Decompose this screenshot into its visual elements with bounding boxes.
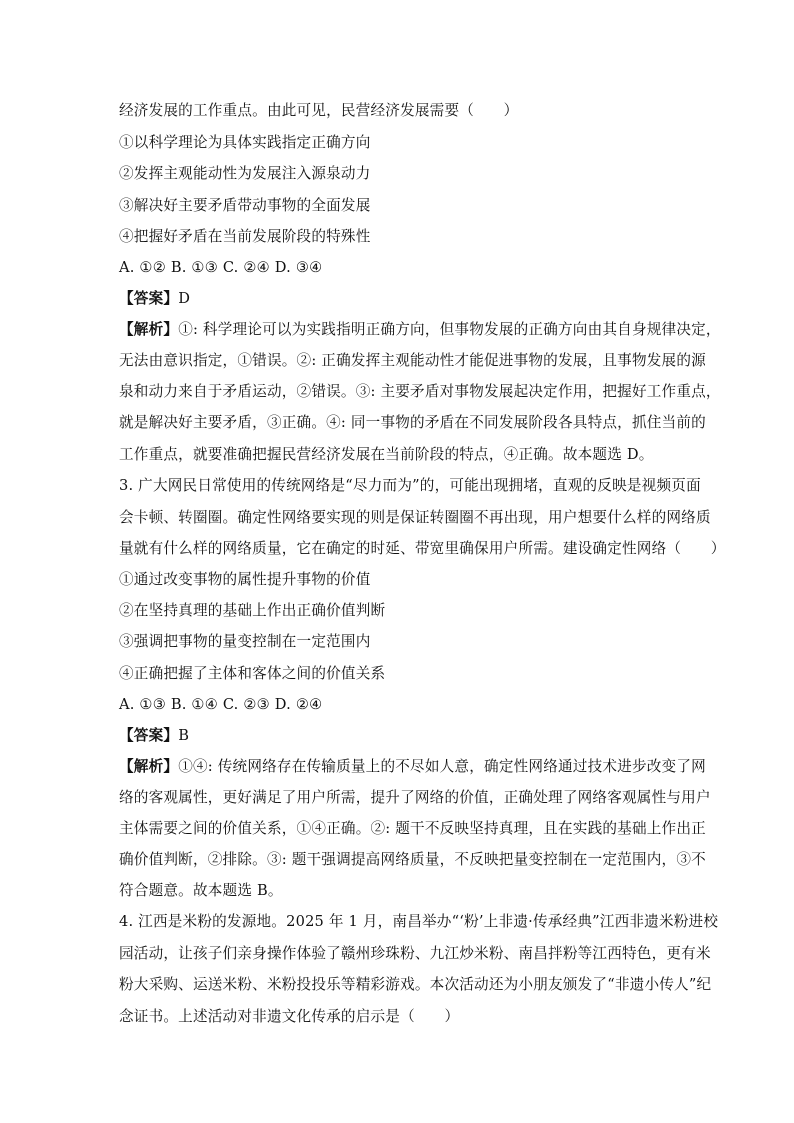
line-text: 泉和动力来自于矛盾运动，②错误。③: 主要矛盾对事物发展起决定作用，把握好工作重点，: [119, 383, 721, 400]
text-line-q3-analysis-3: [119, 820, 706, 838]
text-line-q4-stem-4: [119, 1008, 679, 1026]
text-line-q2-analysis-1: [119, 321, 721, 339]
section-tag: 【答案】: [119, 290, 179, 307]
line-text: ④正确把握了主体和客体之间的价值关系: [119, 665, 386, 682]
text-line-q2-choices: [119, 259, 679, 277]
line-text: ③强调把事物的量变控制在一定范围内: [119, 633, 371, 650]
text-line-q4-stem-1: [119, 913, 719, 931]
line-text: A. ①③ B. ①④ C. ②③ D. ②④: [119, 696, 323, 713]
text-line-q2-opt2: [119, 165, 679, 183]
text-line-q2-answer: [119, 290, 679, 308]
line-text: ②发挥主观能动性为发展注入源泉动力: [119, 165, 371, 182]
text-line-q2-opt1: [119, 134, 679, 152]
line-text: D: [178, 290, 191, 307]
line-text: 经济发展的工作重点。由此可见，民营经济发展需要（ ）: [119, 102, 519, 119]
text-line-q3-choices: [119, 696, 679, 714]
text-line-q3-analysis-4: [119, 851, 706, 869]
line-text: ③解决好主要矛盾带动事物的全面发展: [119, 197, 371, 214]
text-line-q2-stem-cont: [119, 102, 679, 120]
text-line-q4-stem-3: [119, 976, 712, 994]
text-line-q3-stem-2: [119, 509, 711, 527]
text-line-q3-stem-3: [119, 540, 726, 558]
line-text: ①以科学理论为具体实践指定正确方向: [119, 134, 371, 151]
section-tag: 【解析】: [119, 321, 179, 338]
text-line-q2-analysis-4: [119, 414, 706, 432]
text-line-q2-opt4: [119, 228, 679, 246]
text-line-q3-opt4: [119, 665, 679, 683]
line-text: 园活动，让孩子们亲身操作体验了赣州珍珠粉、九江炒米粉、南昌拌粉等江西特色，更有米: [119, 945, 711, 962]
line-text: 念证书。上述活动对非遗文化传承的启示是（ ）: [119, 1008, 460, 1025]
line-text: 量就有什么样的网络质量，它在确定的时延、带宽里确保用户所需。建设确定性网络（ ）: [119, 540, 726, 557]
text-line-q3-answer: [119, 727, 679, 745]
line-text: B: [178, 727, 190, 744]
line-text: A. ①② B. ①③ C. ②④ D. ③④: [119, 259, 323, 276]
text-line-q3-opt3: [119, 633, 679, 651]
line-text: 3. 广大网民日常使用的传统网络是“尽力而为”的，可能出现拥堵，直观的反映是视频页面: [119, 477, 701, 494]
text-line-q2-analysis-5: [119, 446, 679, 464]
line-text: 粉大采购、运送米粉、米粉投投乐等精彩游戏。本次活动还为小朋友颁发了“非遗小传人”纪: [119, 976, 712, 993]
line-text: ①④: 传统网络存在传输质量上的不尽如人意，确定性网络通过技术进步改变了网: [178, 758, 706, 775]
text-line-q3-opt2: [119, 602, 679, 620]
text-line-q4-stem-2: [119, 945, 711, 963]
text-line-q3-analysis-2: [119, 789, 711, 807]
line-text: ①通过改变事物的属性提升事物的价值: [119, 571, 371, 588]
section-tag: 【解析】: [119, 758, 179, 775]
line-text: 4. 江西是米粉的发源地。2025 年 1 月，南昌举办“‘粉’上非遗·传承经典”江西非遗米粉进校: [119, 913, 719, 930]
text-line-q3-analysis-5: [119, 882, 679, 900]
line-text: ②在坚持真理的基础上作出正确价值判断: [119, 602, 386, 619]
text-line-q3-opt1: [119, 571, 679, 589]
line-text: 就是解决好主要矛盾，③正确。④: 同一事物的矛盾在不同发展阶段各具特点，抓住当前的: [119, 414, 706, 431]
line-text: 无法由意识指定，①错误。②: 正确发挥主观能动性才能促进事物的发展，且事物发展的源: [119, 352, 706, 369]
text-line-q2-analysis-2: [119, 352, 706, 370]
text-line-q3-stem-1: [119, 477, 701, 495]
line-text: 会卡顿、转圈圈。确定性网络要实现的则是保证转圈圈不再出现，用户想要什么样的网络质: [119, 509, 711, 526]
line-text: 确价值判断，②排除。③: 题干强调提高网络质量，不反映把量变控制在一定范围内，③不: [119, 851, 706, 868]
line-text: ①: 科学理论可以为实践指明正确方向，但事物发展的正确方向由其自身规律决定，: [178, 321, 721, 338]
line-text: 符合题意。故本题选 B。: [119, 882, 283, 899]
text-line-q3-analysis-1: [119, 758, 706, 776]
line-text: 络的客观属性，更好满足了用户所需，提升了网络的价值，正确处理了网络客观属性与用户: [119, 789, 711, 806]
line-text: 工作重点，就要准确把握民营经济发展在当前阶段的特点，④正确。故本题选 D。: [119, 446, 654, 463]
line-text: ④把握好矛盾在当前发展阶段的特殊性: [119, 228, 371, 245]
text-line-q2-opt3: [119, 197, 679, 215]
text-line-q2-analysis-3: [119, 383, 721, 401]
line-text: 主体需要之间的价值关系，①④正确。②: 题干不反映坚持真理，且在实践的基础上作出正: [119, 820, 706, 837]
section-tag: 【答案】: [119, 727, 179, 744]
